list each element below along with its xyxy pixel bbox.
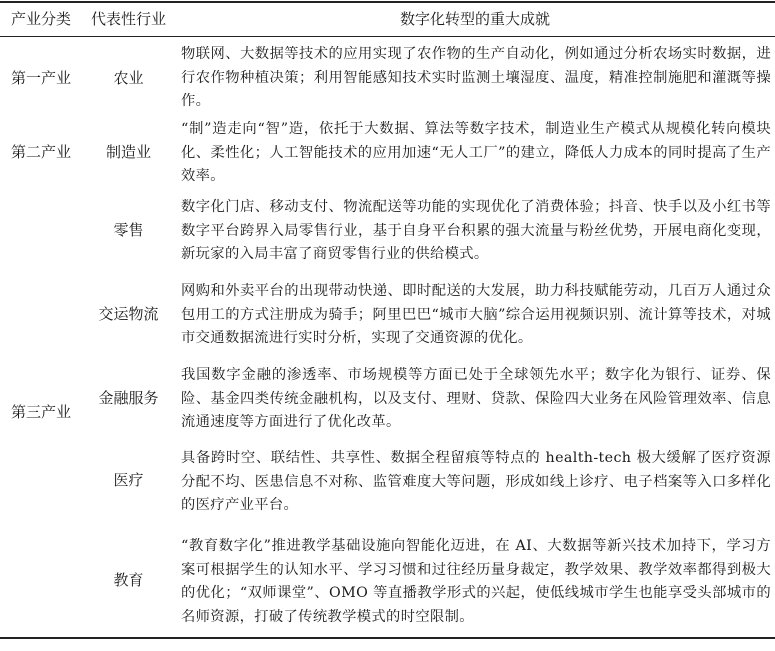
table-bottom-rule	[0, 637, 775, 639]
industry-finance: 金融服务	[98, 389, 159, 407]
achievement-finance: 我国数字金融的渗透率、市场规模等方面已处于全球领先水平；数字化为银行、证券、保险、基金四类传统金融机构，以及支付、理财、贷款、保险四大业务在风险管理效率、信息流通速度等方面进行了优化改革。	[181, 367, 771, 430]
achievement-retail: 数字化门店、移动支付、物流配送等功能的实现优化了消费体验；抖音、快手以及小红书等数字平台跨界入局零售行业，基于自身平台积累的强大流量与粉丝优势，开展电商化变现，新玩家的入局丰富了商贸零售行业的供给模式。	[181, 199, 771, 262]
table-header-rule	[0, 36, 775, 37]
industry-logistics: 交运物流	[98, 305, 159, 323]
achievement-healthcare: 具备跨时空、联结性、共享性、数据全程留痕等特点的 health-tech 极大缓解了医疗资源分配不均、医患信息不对称、监管难度大等问题，形成如线上诊疗、电子档案等入口多样化的医疗产业平台。	[181, 450, 771, 513]
achievement-logistics: 网购和外卖平台的出现带动快递、即时配送的大发展，助力科技赋能劳动，几百万人通过众包用工的方式注册成为骑手；阿里巴巴“城市大脑”综合运用视频识别、流计算等技术，对城市交通数据流进行实时分析，实现了交通资源的优化。	[181, 283, 771, 346]
sector-tertiary: 第三产业	[10, 403, 71, 421]
industry-agriculture: 农业	[113, 69, 144, 87]
header-sector: 产业分类	[10, 10, 71, 28]
industry-education: 教育	[113, 571, 144, 589]
sector-primary: 第一产业	[10, 69, 71, 87]
sector-secondary: 第二产业	[10, 143, 71, 161]
achievement-manufacturing: “制”造走向“智”造，依托于大数据、算法等数字技术，制造业生产模式从规模化转向模块化、柔性化；人工智能技术的应用加速“无人工厂”的建立，降低人力成本的同时提高了生产效率。	[181, 121, 771, 184]
achievement-agriculture: 物联网、大数据等技术的应用实现了农作物的生产自动化，例如通过分析农场实时数据，进行农作物种植决策；利用智能感知技术实时监测土壤湿度、温度，精准控制施肥和灌溉等操作。	[181, 46, 771, 109]
header-industry: 代表性行业	[90, 10, 166, 28]
header-achievement: 数字化转型的重大成就	[399, 10, 550, 28]
industry-manufacturing: 制造业	[105, 143, 151, 161]
industry-retail: 零售	[113, 221, 144, 239]
table-top-rule	[0, 1, 775, 3]
industry-healthcare: 医疗	[113, 471, 144, 489]
achievement-education: “教育数字化”推进教学基础设施向智能化迈进，在 AI、大数据等新兴技术加持下，学习方案可根据学生的认知水平、学习习惯和过往经历量身裁定，教学效果、教学效率都得到极大的优化；“双师课堂”、OMO 等直播教学形式的兴起，使低线城市学生也能享受头部城市的名师资源，打破了传统教学模式的时空限制。	[181, 538, 771, 625]
